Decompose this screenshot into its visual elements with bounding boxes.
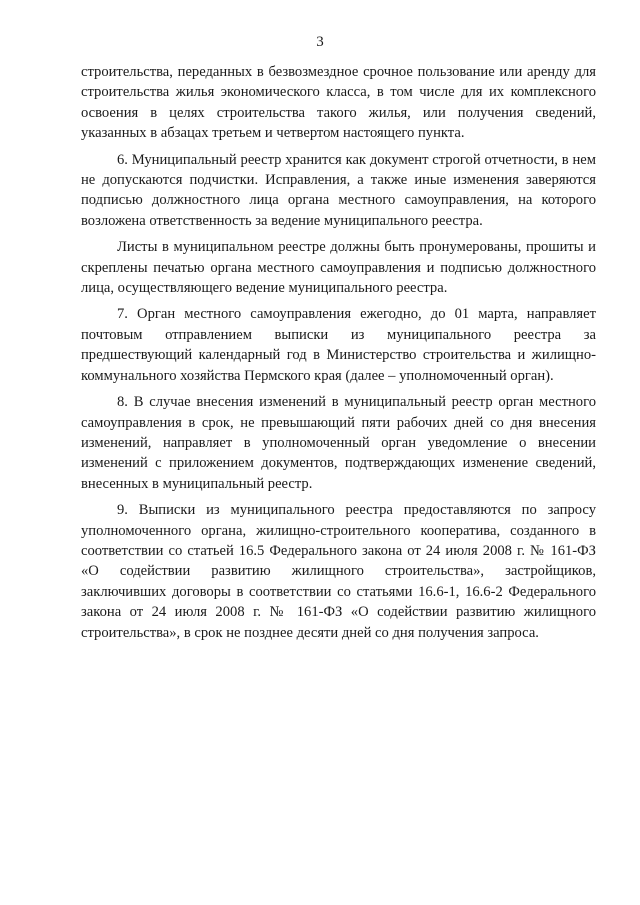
document-body [81, 62, 596, 643]
paragraph-item-8: 8. В случае внесения изменений в муниципальный реестр орган местного самоуправления в срок, не превышающий пяти рабочих дней со дня внесения изменений, направляет в уполномоченный орган уведомление о внесении изменений с приложением документов, подтверждающих изменение сведений, внесенных в муниципальный реестр. [81, 394, 596, 492]
paragraph-item-7: 7. Орган местного самоуправления ежегодно, до 01 марта, направляет почтовым отправлением выписки из муниципального реестра за предшествующий календарный год в Министерство строительства и жилищно-коммунального хозяйства Пермского края (далее – уполномоченный орган). [81, 306, 596, 384]
page-number: 3 [316, 34, 324, 50]
paragraph-continuation: строительства, переданных в безвозмездное срочное пользование или аренду для строительства жилья экономического класса, в том числе для их комплексного освоения в целях строительства такого жилья, или получения сведений, указанных в абзацах третьем и четвертом настоящего пункта. [81, 64, 596, 142]
paragraph-item-6: 6. Муниципальный реестр хранится как документ строгой отчетности, в нем не допускаются подчистки. Исправления, а также иные изменения заверяются подписью должностного лица органа местного самоуправления, на которого возложена ответственность за ведение муниципального реестра. [81, 151, 596, 229]
paragraph-sheets-numbering: Листы в муниципальном реестре должны быть пронумерованы, прошиты и скреплены печатью органа местного самоуправления и подписью должностного лица, осуществляющего ведение муниципального реестра. [81, 239, 596, 297]
paragraph-item-9: 9. Выписки из муниципального реестра предоставляются по запросу уполномоченного органа, жилищно-строительного кооператива, созданного в соответствии со статьей 16.5 Федерального закона от 24 июля 2008 г. № 161-ФЗ «О содействии развитию жилищного строительства», застройщиков, заключивших договоры в соответствии со статьями 16.6-1, 16.6-2 Федерального закона от 24 июля 2008 г. № 161-ФЗ «О содействии развитию жилищного строительства», в срок не позднее десяти дней со дня получения запроса. [81, 502, 596, 641]
